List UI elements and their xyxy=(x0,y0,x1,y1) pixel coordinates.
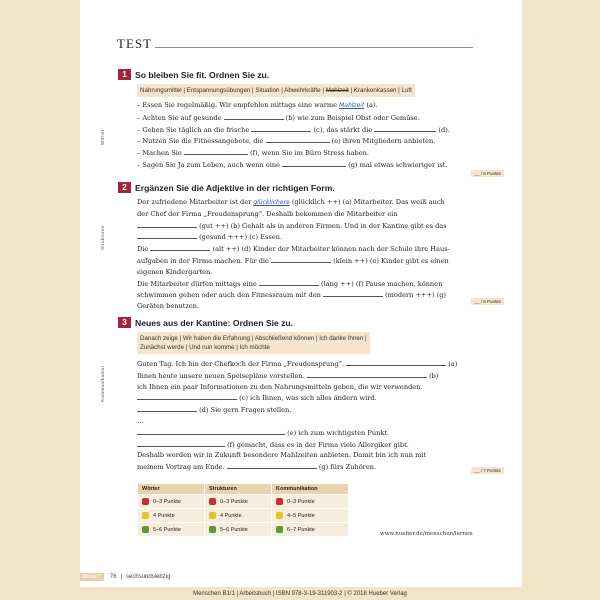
exercise-line: Der zufriedene Mitarbeiter ist der glücklichere (glücklich ++) (a) Mitarbeiter. Das weiß auch xyxy=(137,198,445,206)
side-label-strukturen: Strukturen xyxy=(100,225,105,250)
exercise-line: Guten Tag. Ich bin der Chefkoch der Firma „Freudensprung“. (a) xyxy=(137,360,458,368)
exercise-line: Geräten benutzen. xyxy=(137,302,200,311)
answer-blank[interactable] xyxy=(266,135,330,143)
exercise-line: – Machen Sie (f), wenn Sie im Büro Stress haben. xyxy=(137,149,370,158)
exercise-line: (e) ich zum wichtigsten Punkt. xyxy=(137,427,503,439)
answer-blank[interactable] xyxy=(282,159,346,167)
yellow-smiley-icon xyxy=(276,512,283,519)
answer-blank[interactable] xyxy=(150,243,210,251)
side-label-kommunikation: Kommunikation xyxy=(100,365,105,402)
exercise-line: Die (alt ++) (d) Kinder der Mitarbeiter können nach der Schule ihre Haus- xyxy=(137,245,450,254)
handwritten-answer: Mahlzeit xyxy=(339,102,365,109)
exercise-line: schwimmen gehen oder auch den Fitnessraum mit den (modern +++) (g) xyxy=(137,291,447,300)
section-2-header xyxy=(118,182,335,193)
exercise-line: (c) ich Ihnen, was sich alles ändern wird. xyxy=(137,392,503,404)
red-smiley-icon xyxy=(142,498,149,505)
word-item: Krankenkassen xyxy=(353,87,397,94)
exercise-line: – Sagen Sie Ja zum Leben, auch wenn eine (g) mal etwas schwieriger ist. xyxy=(137,160,448,169)
word-item: Luft xyxy=(401,87,412,94)
exercise-line: ich Ihnen ein paar Informationen zu den Nahrungsmitteln geben, die wir verwenden. xyxy=(137,382,423,391)
publisher-url[interactable]: www.hueber.de/menschen/lernen xyxy=(380,531,473,537)
section-3-text xyxy=(137,358,503,473)
exercise-line: – Achten Sie auf gesunde (b) wie zum Beispiel Obst oder Gemüse. xyxy=(137,113,420,122)
section-2-title: Ergänzen Sie die Adjektive in der richtigen Form. xyxy=(135,182,335,193)
footer-separator: | xyxy=(120,574,123,580)
exercise-line: … xyxy=(137,416,144,425)
section-2-number: 2 xyxy=(118,182,131,193)
handwritten-answer: glücklichere xyxy=(253,199,290,206)
section-1-header xyxy=(118,69,269,80)
table-row: 0–3 Punkte 0–3 Punkte 0–3 Punkte xyxy=(138,495,349,509)
word-item: Situation xyxy=(255,87,280,94)
answer-blank[interactable] xyxy=(184,147,248,155)
exercise-line: (f) gemacht, dass es in der Firma viele Allergiker gibt. xyxy=(137,439,503,451)
answer-blank[interactable] xyxy=(271,255,331,263)
section-1-score: __ / 6 Punkte xyxy=(471,170,504,177)
green-smiley-icon xyxy=(142,526,149,533)
answer-blank[interactable] xyxy=(224,112,284,120)
word-item-used: Mahlzeit xyxy=(325,87,349,94)
test-title: TEST xyxy=(117,36,153,51)
book-info-bar: Menschen B1/1 | Arbeitsbuch | ISBN 978-3-19-311903-2 | © 2018 Hueber Verlag xyxy=(0,588,600,600)
answer-blank[interactable] xyxy=(251,124,311,132)
workbook-page xyxy=(80,0,522,587)
table-header: Wörter xyxy=(138,484,205,495)
answer-blank[interactable] xyxy=(259,278,319,286)
answer-blank[interactable] xyxy=(227,461,317,469)
section-3-header xyxy=(118,317,293,328)
section-3-title: Neues aus der Kantine: Ordnen Sie zu. xyxy=(135,317,294,328)
answer-blank[interactable] xyxy=(137,392,237,400)
section-1-wordbox: Nahrungsmittel | Entspannungsübungen | Situation | Abwehrkräfte | Mahlzeit | Krankenkassen | Luft xyxy=(137,84,415,97)
exercise-line: – Gehen Sie täglich an die frische (c), das stärkt die (d). xyxy=(137,125,450,134)
points-table xyxy=(138,484,349,536)
exercise-line: der Chef der Firma „Freudensprung“. Deshalb bekommen die Mitarbeiter ein xyxy=(137,209,398,218)
section-1-text xyxy=(137,100,503,171)
yellow-smiley-icon xyxy=(209,512,216,519)
word-item: Danach zeige xyxy=(140,335,178,342)
green-smiley-icon xyxy=(276,526,283,533)
table-header: Kommunikation xyxy=(272,484,349,495)
exercise-line: Deshalb werden wir in Zukunft besondere Mahlzeiten anbieten. Damit bin ich nun mit xyxy=(137,451,427,460)
yellow-smiley-icon xyxy=(142,512,149,519)
exercise-line: – Essen Sie regelmäßig. Wir empfehlen mittags eine warme Mahlzeit (a). xyxy=(137,101,378,109)
table-row: 4 Punkte 4 Punkte 4–5 Punkte xyxy=(138,509,349,523)
word-item: Abwehrkräfte xyxy=(284,87,321,94)
red-smiley-icon xyxy=(276,498,283,505)
answer-blank[interactable] xyxy=(137,404,197,412)
exercise-line: aufgaben in der Firma machen. Für die (klein ++) (e) Kinder gibt es einen xyxy=(137,256,449,265)
word-item: Wir haben die Erfahrung xyxy=(182,335,250,342)
answer-blank[interactable] xyxy=(137,220,197,228)
exercise-line: – Nutzen Sie die Fitnessangebote, die (e) ihren Mitgliedern anbieten. xyxy=(137,137,436,146)
table-header-row xyxy=(138,484,349,495)
word-item: Entspannungsübungen xyxy=(186,87,251,94)
exercise-line: (gesund +++) (c) Essen. xyxy=(137,231,503,243)
answer-blank[interactable] xyxy=(137,439,225,447)
answer-blank[interactable] xyxy=(374,124,436,132)
answer-blank[interactable] xyxy=(307,370,427,378)
section-1-number: 1 xyxy=(118,69,131,80)
section-3-score: __ / 7 Punkte xyxy=(471,467,504,474)
table-header: Strukturen xyxy=(205,484,272,495)
exercise-line: (d) Sie gern Fragen stellen. xyxy=(137,404,503,416)
word-item: Ich möchte xyxy=(239,344,270,351)
exercise-line: Die Mitarbeiter dürfen mittags eine (lang ++) (f) Pause machen, können xyxy=(137,279,443,288)
green-smiley-icon xyxy=(209,526,216,533)
word-item: Nahrungsmittel xyxy=(140,87,182,94)
answer-blank[interactable] xyxy=(137,427,285,435)
answer-blank[interactable] xyxy=(323,289,383,297)
title-rule xyxy=(155,47,473,48)
exercise-line: meinem Vortrag am Ende. (g) fürs Zuhören. xyxy=(137,463,377,472)
exercise-line: (gut ++) (b) Gehalt als in anderen Firmen. Und in der Kantine gibt es das xyxy=(137,220,503,232)
word-item: Abschließend können xyxy=(254,335,315,342)
section-3-number: 3 xyxy=(118,317,131,328)
red-smiley-icon xyxy=(209,498,216,505)
section-2-score: __ / 6 Punkte xyxy=(471,298,504,305)
modul-badge: Modul 7 xyxy=(80,573,104,581)
section-2-text xyxy=(137,197,503,312)
side-label-woerter: Wörter xyxy=(100,129,105,145)
page-number: 76 xyxy=(109,574,117,580)
word-item: Und nun komme xyxy=(189,344,235,351)
section-3-wordbox: Danach zeige | Wir haben die Erfahrung | Abschließend können | Ich danke Ihnen | Zunächst werde | Und nun komme | Ich möchte xyxy=(137,332,370,354)
exercise-line: Ihnen heute unsere neuen Speisepläne vorstellen. (b) xyxy=(137,371,439,380)
page-footer xyxy=(80,573,170,581)
exercise-line: eigenen Kindergarten. xyxy=(137,267,213,276)
answer-blank[interactable] xyxy=(137,231,197,239)
table-row: 5–6 Punkte 5–6 Punkte 6–7 Punkte xyxy=(138,523,349,537)
page-number-word: sechsundsiebzig xyxy=(126,574,171,580)
section-1-title: So bleiben Sie fit. Ordnen Sie zu. xyxy=(135,69,270,80)
word-item: Zunächst werde xyxy=(140,344,185,351)
word-item: Ich danke Ihnen xyxy=(319,335,364,342)
answer-blank[interactable] xyxy=(346,358,446,366)
